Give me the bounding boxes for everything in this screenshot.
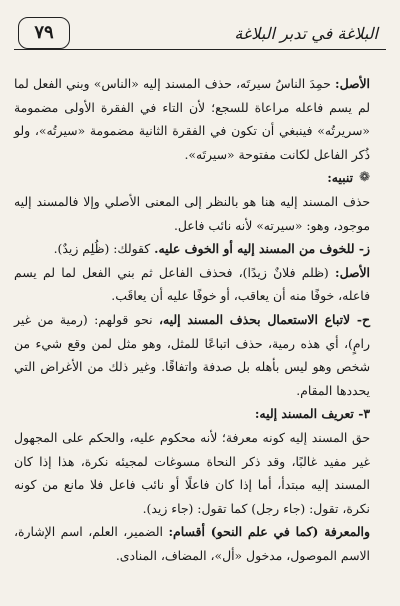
- tanbih-label: تنبيه:: [327, 170, 354, 186]
- flower-icon: ❁: [359, 170, 370, 186]
- item-h: [14, 308, 386, 402]
- page-body: [14, 72, 386, 567]
- item-z-rest: كقولك: (ظُلِم زيدٌ).: [53, 241, 155, 257]
- item-h-lead: ح- لاتباع الاستعمال بحذف المسند إليه،: [158, 311, 370, 327]
- item-h-text: نحو قولهم: (رمية من غير رامٍ)، أي هذه رمية، حذف اتباعًا للمثل، وهو مثل لمن وقع شيء من شخص وهو ليس بأهله بل صدفة واتفاقًا. وغير ذلك من الأغراض التي يحددها المقام.: [14, 311, 370, 398]
- asl-2-lead: الأصل:: [335, 264, 370, 280]
- asl-lead: الأصل:: [335, 76, 370, 91]
- asl-text: حمِدَ الناسُ سيرتَه، حذف المسند إليه «الناس» وبني الفعل لما لم يسم فاعله مراعاة للسجع؛ لأن التاء في الفقرة الأولى مضمومة «سريرتُه» فينبغي أن تكون في الفقرة الثانية مضمومة «سيرتُه»، ولو ذُكر الفاعل لكانت مفتوحة «سيرتَه».: [14, 76, 370, 162]
- page-header: [14, 10, 386, 56]
- paragraph-types: [14, 520, 386, 567]
- paragraph-asl-2: [14, 261, 386, 308]
- definiteness-text: حق المسند إليه كونه معرفة؛ لأنه محكوم عليه، والحكم على المجهول غير مفيد غالبًا، وقد ذكر النحاة مسوغات لمجيئه نكرة، هذا إذا كان المسند إليه مبتدأ، أما إذا كان فاعلًا أو نائب فاعل فلا مانع من كونه نكرة، تقول: (جاء رجل) كما تقول: (جاء زيد).: [14, 429, 370, 516]
- paragraph-asl-1: [14, 72, 386, 166]
- paragraph-definiteness: [14, 426, 386, 520]
- tanbih-text: حذف المسند إليه هنا هو بالنظر إلى المعنى الأصلي وإلا فالمسند إليه موجود، وهو: «سيرته» لأنه نائب فاعل.: [14, 193, 370, 233]
- page-number: ٧٩: [18, 17, 70, 49]
- types-text: الضمير، العلم، اسم الإشارة، الاسم الموصول، مدخول «أل»، المضاف، المنادى.: [14, 524, 370, 563]
- section-3-heading: ٣- تعريف المسند إليه:: [254, 406, 370, 422]
- paragraph-tanbih: [14, 190, 386, 237]
- asl-2-text: (ظلم فلانٌ زيدًا)، فحذف الفاعل ثم بني الفعل لما لم يسم فاعله، خوفًا منه أن يعاقب، أو خوفًا عليه أن يعاقَب.: [14, 264, 370, 304]
- item-z: [14, 237, 386, 261]
- types-lead: والمعرفة (كما في علم النحو) أقسام:: [168, 524, 370, 540]
- tanbih-note: [14, 166, 386, 190]
- item-z-lead: ز- للخوف من المسند إليه أو الخوف عليه.: [154, 241, 370, 257]
- header-rule: [14, 49, 386, 50]
- running-title: البلاغة في تدبر البلاغة: [234, 23, 378, 43]
